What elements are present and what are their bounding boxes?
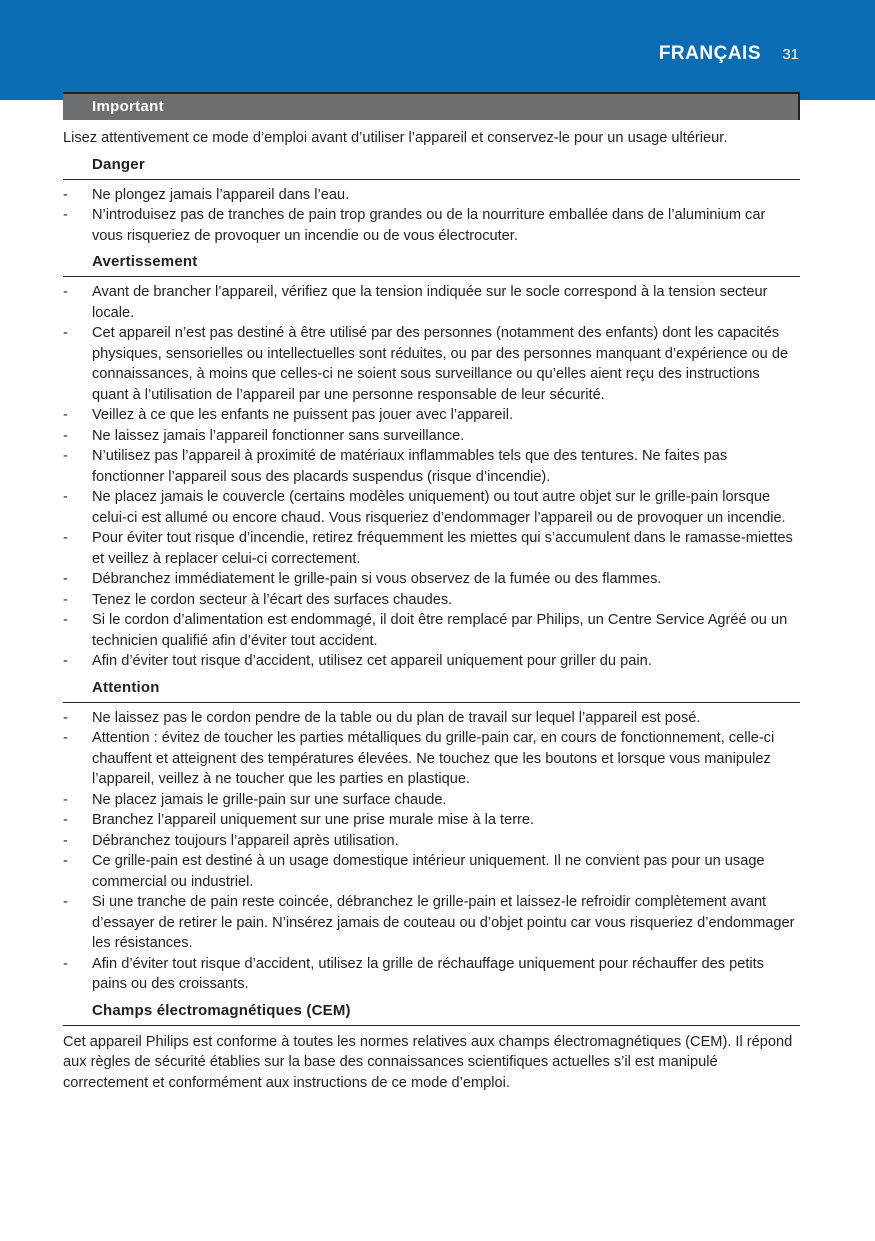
list-item: - N’utilisez pas l’appareil à proximité de matériaux inflammables tels que des tentures. Ne faites pas fonctionner l’appareil sous des placards suspendus (risque d’incendie). xyxy=(63,446,800,487)
list-item: - Afin d’éviter tout risque d’accident, utilisez la grille de réchauffage uniquement pour réchauffer des petits pains ou des croissants. xyxy=(63,954,800,995)
list-item: - Pour éviter tout risque d’incendie, retirez fréquemment les miettes qui s’accumulent dans le ramasse-miettes et veillez à replacer celui-ci correctement. xyxy=(63,528,800,569)
list-item: - Afin d’éviter tout risque d’accident, utilisez cet appareil uniquement pour griller du pain. xyxy=(63,651,800,672)
list-item: - Débranchez immédiatement le grille-pain si vous observez de la fumée ou des flammes. xyxy=(63,569,800,590)
list-item: - Veillez à ce que les enfants ne puissent pas jouer avec l’appareil. xyxy=(63,405,800,426)
list-item: - Si le cordon d’alimentation est endommagé, il doit être remplacé par Philips, un Centre Service Agréé ou un technicien qualifié afin d’éviter tout accident. xyxy=(63,610,800,651)
cem-heading: Champs électromagnétiques (CEM) xyxy=(63,999,800,1026)
list-item: - Tenez le cordon secteur à l’écart des surfaces chaudes. xyxy=(63,590,800,611)
list-item: - Cet appareil n’est pas destiné à être utilisé par des personnes (notamment des enfants) dont les capacités physiques, sensorielles ou intellectuelles sont réduites, ou par des personnes manquant d’expérience ou de connaissances, à moins que celles-ci ne soient sous surveillance ou qu’elles aient reçu des instructions quant à l’utilisation de l’appareil par une personne responsable de leur sécurité. xyxy=(63,323,800,405)
important-intro: Lisez attentivement ce mode d’emploi avant d’utiliser l’appareil et conservez-le pour un usage ultérieur. xyxy=(63,130,728,146)
attention-heading: Attention xyxy=(63,676,800,703)
list-item: - Débranchez toujours l’appareil après utilisation. xyxy=(63,831,800,852)
list-item: - N’introduisez pas de tranches de pain trop grandes ou de la nourriture emballée dans de l’aluminium car vous risqueriez de provoquer un incendie ou de vous électrocuter. xyxy=(63,205,800,246)
avertissement-heading: Avertissement xyxy=(63,250,800,277)
list-item: - Attention : évitez de toucher les parties métalliques du grille-pain car, en cours de fonctionnement, celle-ci chauffent et atteignent des températures élevées. Ne touchez que les boutons et lorsque vous manipulez l’appareil, veillez à ne toucher que les parties en plastique. xyxy=(63,728,800,790)
attention-list xyxy=(63,708,800,995)
page-number: 31 xyxy=(782,46,799,63)
page-content xyxy=(63,92,800,1093)
danger-heading: Danger xyxy=(63,153,800,180)
list-item: - Branchez l’appareil uniquement sur une prise murale mise à la terre. xyxy=(63,810,800,831)
list-item: - Ne laissez jamais l’appareil fonctionner sans surveillance. xyxy=(63,426,800,447)
list-item: - Ne placez jamais le couvercle (certains modèles uniquement) ou tout autre objet sur le grille-pain lorsque celui-ci est allumé ou encore chaud. Vous risqueriez d’endommager l’appareil ou de provoquer un incendie. xyxy=(63,487,800,528)
list-item: - Si une tranche de pain reste coincée, débranchez le grille-pain et laissez-le refroidir complètement avant d’essayer de retirer le pain. N’insérez jamais de couteau ou d’objet pointu car vous risqueriez d’endommager les résistances. xyxy=(63,892,800,954)
list-item: - Ne laissez pas le cordon pendre de la table ou du plan de travail sur lequel l’appareil est posé. xyxy=(63,708,800,729)
header-bar xyxy=(0,0,875,100)
avertissement-list xyxy=(63,282,800,672)
list-item: - Avant de brancher l’appareil, vérifiez que la tension indiquée sur le socle correspond à la tension secteur locale. xyxy=(63,282,800,323)
danger-list xyxy=(63,185,800,247)
language-label: FRANÇAIS xyxy=(658,43,761,64)
list-item: - Ne plongez jamais l’appareil dans l’eau. xyxy=(63,185,800,206)
important-heading: Important xyxy=(63,92,800,120)
list-item: - Ce grille-pain est destiné à un usage domestique intérieur uniquement. Il ne convient pas pour un usage commercial ou industriel. xyxy=(63,851,800,892)
cem-text: Cet appareil Philips est conforme à toutes les normes relatives aux champs électromagnétiques (CEM). Il répond aux règles de sécurité établies sur la base des connaissances scientifiques actuelles s’il est manipulé correctement et conformément aux instructions de ce mode d’emploi. xyxy=(63,1033,793,1091)
list-item: - Ne placez jamais le grille-pain sur une surface chaude. xyxy=(63,790,800,811)
